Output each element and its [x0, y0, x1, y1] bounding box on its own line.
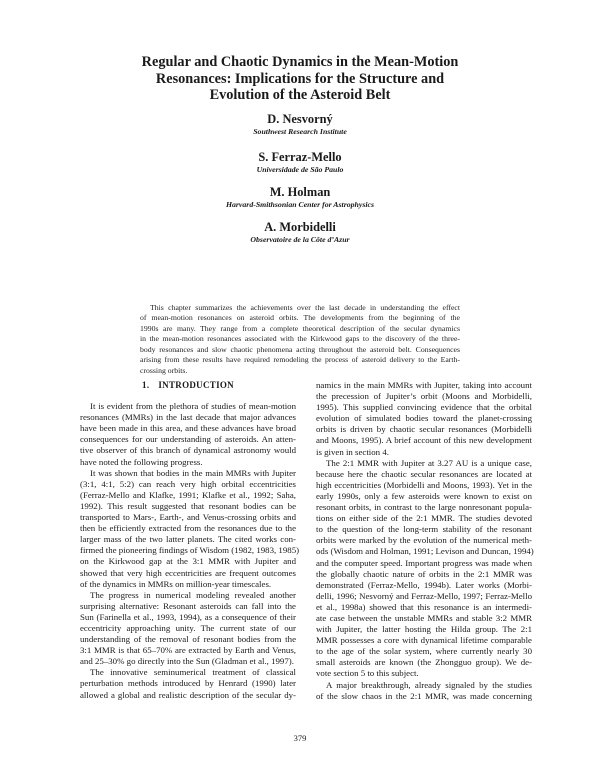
body-line: and Moons, 1995). A brief account of this new development — [316, 435, 532, 446]
body-line: early 1990s, only a few asteroids were known to exist on — [316, 490, 532, 501]
abstract-line: body resonances and slow chaotic phenomena acting throughout the asteroid belt. Consequences — [140, 344, 460, 354]
body-line: demonstrated (Ferraz-Mello, 1994b). Later works (Morbi- — [316, 579, 532, 590]
abstract-line: 1990s are many. They range from a complete theoretical description of the secular dynamics — [140, 323, 460, 333]
author-name: D. Nesvorný — [267, 112, 333, 126]
body-line: small asteroids are known (the Zhongguo group). We de- — [316, 657, 532, 668]
body-line: eccentricity approaching unity. The current state of our — [80, 622, 296, 633]
body-line: The 2:1 MMR with Jupiter at 3.27 AU is a unique case, — [326, 457, 532, 468]
body-line: tive observer of this branch of dynamical astronomy would — [80, 445, 296, 456]
body-line: 1992). This result suggested that resonant bodies can be — [80, 500, 296, 511]
body-line: allowed a global and realistic description of the secular dy- — [80, 689, 296, 700]
body-line: resonances (MMRs) in the last decade that major advances — [80, 412, 296, 423]
author-name: S. Ferraz-Mello — [258, 150, 342, 164]
section-heading — [80, 380, 296, 391]
body-line: is given in section 4. — [316, 446, 389, 457]
body-line: showed that very high eccentricities are frequent outcomes — [80, 567, 296, 578]
body-line: The innovative seminumerical treatment of classical — [90, 667, 296, 678]
body-line: high eccentricities (Morbidelli and Moons, 1993). Yet in the — [316, 479, 532, 490]
author-affiliation: Observatoire de la Côte d’Azur — [250, 235, 350, 244]
body-line: the globally chaotic nature of orbits in the 2:1 MMR was — [316, 568, 532, 579]
body-line: 1995). This supplied convincing evidence that the orbital — [316, 402, 532, 413]
section-title: INTRODUCTION — [158, 380, 234, 390]
body-line: of the slow chaos in the 2:1 MMR, was made concerning — [316, 690, 532, 701]
body-line: namics in the main MMRs with Jupiter, taking into account — [316, 380, 532, 390]
body-line: ods (Wisdom and Holman, 1991; Levison and Duncan, 1994) — [316, 546, 534, 557]
body-line: MMR possesses a core with dynamical lifetime comparable — [316, 635, 532, 646]
body-line: with Jupiter, the latter hosting the Hilda group. The 2:1 — [316, 624, 532, 635]
body-line: et al., 1998a) showed that this resonance is an intermedi- — [316, 601, 532, 612]
body-line: of the dynamics in MMRs on million-year timescales. — [80, 578, 272, 589]
body-line: resonant orbits, in contrast to the large nonresonant popula- — [316, 502, 532, 513]
left-column — [80, 380, 300, 701]
page-number: 379 — [293, 733, 307, 743]
author-affiliation: Southwest Research Institute — [253, 127, 347, 136]
body-line: delli, 1996; Nesvorný and Ferraz-Mello, 1997; Ferraz-Mello — [316, 590, 532, 601]
title-line: Evolution of the Asteroid Belt — [209, 87, 391, 103]
body-line: It is evident from the plethora of studies of mean-motion — [90, 401, 296, 412]
body-line: A major breakthrough, already signaled by the studies — [326, 679, 532, 690]
abstract-line: crossing orbits. — [140, 365, 188, 375]
body-line: orbits were marked by the evolution of the numerical meth- — [316, 535, 532, 546]
paper-title — [100, 54, 500, 104]
body-line: because here the chaotic secular resonances are located at — [316, 468, 532, 479]
body-line: have been made in this area, and these advances have broad — [80, 423, 296, 434]
abstract-line: in the mean-motion resonances associated with the Kirkwood gaps to the discovery of the three- — [140, 334, 460, 344]
body-line: perturbation methods introduced by Henrard (1990) later — [80, 678, 296, 689]
body-line: on the Kirkwood gap at the 3:1 MMR with Jupiter and — [80, 556, 296, 567]
body-line: and 25–30% go directly into the Sun (Gladman et al., 1997). — [80, 656, 294, 667]
section-number: 1. — [142, 380, 150, 390]
body-line: to the age of the solar system, where currently nearly 30 — [316, 646, 532, 657]
abstract — [140, 303, 460, 376]
abstract-line: This chapter summarizes the achievements over the last decade in understanding the effect — [150, 303, 460, 312]
body-line: the precession of Jupiter’s orbit (Moons and Morbidelli, — [316, 391, 532, 402]
body-line: vote section 5 to this subject. — [316, 668, 419, 679]
body-line: transported to Mars-, Earth-, and Venus-crossing orbits and — [80, 512, 296, 523]
author-affiliation: Harvard-Smithsonian Center for Astrophysics — [225, 200, 375, 209]
author-name: A. Morbidelli — [264, 220, 336, 234]
body-line: to the question of the long-term stability of the resonant — [316, 524, 532, 535]
body-line: (3:1, 4:1, 5:2) can reach very high orbital eccentricities — [80, 478, 296, 489]
body-line: and the computer speed. Important progress was made when — [316, 557, 532, 568]
author-affiliation: Universidade de São Paulo — [256, 165, 344, 174]
body-line: firmed the pioneering findings of Wisdom (1982, 1983, 1985) — [80, 545, 300, 556]
body-line: 3:1 MMR is that 65–70% are extracted by Earth and Venus, — [80, 645, 296, 656]
title-line: Resonances: Implications for the Structure and — [155, 70, 445, 87]
body-line: The progress in numerical modeling revealed another — [90, 589, 296, 600]
body-line: evolution of simulated bodies toward the planet-crossing — [316, 413, 532, 424]
body-line: then be efficiently extracted from the resonances due to the — [80, 523, 296, 534]
body-line: tions on either side of the 2:1 MMR. The studies devoted — [316, 513, 532, 524]
title-line: Regular and Chaotic Dynamics in the Mean-Motion — [141, 54, 459, 70]
body-line: orbits is driven by chaotic secular resonances (Morbidelli — [316, 424, 532, 435]
right-column — [316, 380, 532, 702]
author-name: M. Holman — [269, 185, 331, 199]
body-line: ate case between the unstable MMRs and stable 3:2 MMR — [316, 612, 532, 623]
body-line: larger mass of the two latter planets. The cited works con- — [80, 534, 296, 545]
body-line: surprising alternative: Resonant asteroids can fall into the — [80, 600, 296, 611]
abstract-line: arising from these results have required remodeling the process of asteroid delivery to the Earth- — [140, 355, 460, 365]
body-line: (Ferraz-Mello and Klafke, 1991; Klafke et al., 1992; Saha, — [80, 489, 296, 500]
body-line: consequences for our understanding of asteroids. An atten- — [80, 434, 296, 445]
body-line: It was shown that bodies in the main MMRs with Jupiter — [90, 467, 296, 478]
body-line: Sun (Farinella et al., 1993, 1994), as a consequence of their — [80, 611, 296, 622]
body-line: understanding of the removal of resonant bodies from the — [80, 634, 296, 645]
abstract-line: of mean-motion resonances on asteroid orbits. The developments from the beginning of the — [140, 313, 460, 323]
body-line: have noted the following progress. — [80, 456, 203, 467]
